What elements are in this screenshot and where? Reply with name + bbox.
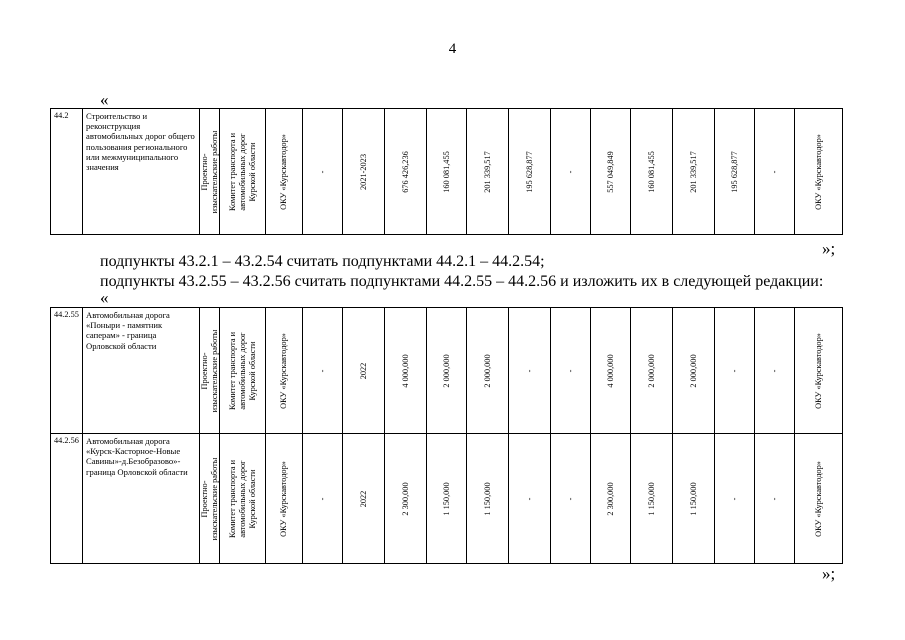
executor-2: ОКУ «Курскавтодор» bbox=[813, 332, 823, 409]
cell-c2: - bbox=[565, 170, 575, 173]
value-total-2: 2 300,000 bbox=[605, 481, 615, 516]
row-number: 44.2.56 bbox=[51, 434, 83, 564]
open-quote-2: « bbox=[100, 288, 109, 307]
cell-c3: - bbox=[769, 369, 779, 372]
close-quote-2: »; bbox=[822, 564, 836, 583]
value-year-3-2: 195 628,877 bbox=[729, 150, 739, 193]
table-row bbox=[51, 434, 843, 564]
executor: ОКУ «Курскавтодор» bbox=[279, 460, 288, 537]
customer: Комитет транспорта и автомобильных дорог Курской области bbox=[227, 132, 257, 211]
value-year-1-2: 160 081,455 bbox=[646, 150, 656, 193]
value-year-3: 195 628,877 bbox=[524, 150, 534, 193]
work-type: Проектно-изыскательские работы bbox=[199, 130, 219, 213]
value-year-1: 2 000,000 bbox=[441, 353, 451, 388]
paragraph-1: подпункты 43.2.1 – 43.2.54 считать подпунктами 44.2.1 – 44.2.54; bbox=[100, 253, 545, 270]
customer: Комитет транспорта и автомобильных дорог Курской области bbox=[227, 459, 257, 538]
row-number: 44.2 bbox=[51, 109, 83, 235]
value-year-2: 1 150,000 bbox=[482, 481, 492, 516]
value-year-3-2: - bbox=[729, 369, 739, 372]
row-number: 44.2.55 bbox=[51, 308, 83, 434]
period: 2022 bbox=[358, 490, 368, 507]
paragraph-2: подпункты 43.2.55 – 43.2.56 считать подпунктами 44.2.55 – 44.2.56 и изложить их в следующей редакции: bbox=[100, 273, 824, 290]
value-year-2-2: 1 150,000 bbox=[688, 481, 698, 516]
cell-c1: - bbox=[317, 170, 327, 173]
executor-2: ОКУ «Курскавтодор» bbox=[813, 133, 823, 210]
value-year-1-2: 1 150,000 bbox=[646, 481, 656, 516]
cell-c3: - bbox=[769, 170, 779, 173]
row-name: Автомобильная дорога «Курск-Касторное-Новые Савины»-д.Безобразово»-граница Орловской области bbox=[83, 434, 200, 564]
value-total-2: 557 049,849 bbox=[605, 150, 615, 193]
value-total-2: 4 000,000 bbox=[605, 353, 615, 388]
value-year-3: - bbox=[524, 497, 534, 500]
open-quote-1: « bbox=[100, 90, 109, 109]
table-row bbox=[51, 308, 843, 434]
value-total: 2 300,000 bbox=[400, 481, 410, 516]
value-year-3: - bbox=[524, 369, 534, 372]
close-quote-1: »; bbox=[822, 239, 836, 258]
value-year-1: 160 081,455 bbox=[441, 150, 451, 193]
executor-2: ОКУ «Курскавтодор» bbox=[813, 460, 823, 537]
cell-c2: - bbox=[565, 369, 575, 372]
table-amendment-2 bbox=[50, 307, 843, 564]
cell-c2: - bbox=[565, 497, 575, 500]
cell-c3: - bbox=[769, 497, 779, 500]
cell-c1: - bbox=[317, 497, 327, 500]
row-name: Автомобильная дорога «Поныри - памятник саперам» - граница Орловской области bbox=[83, 308, 200, 434]
period: 2022 bbox=[358, 362, 368, 379]
value-year-2: 2 000,000 bbox=[482, 353, 492, 388]
table-row bbox=[51, 109, 843, 235]
customer: Комитет транспорта и автомобильных дорог Курской области bbox=[227, 331, 257, 410]
value-year-2-2: 201 339,517 bbox=[688, 150, 698, 193]
value-total: 4 000,000 bbox=[400, 353, 410, 388]
value-total: 676 426,236 bbox=[400, 150, 410, 193]
executor: ОКУ «Курскавтодор» bbox=[279, 133, 288, 210]
table-amendment-1 bbox=[50, 108, 843, 235]
value-year-2: 201 339,517 bbox=[482, 150, 492, 193]
work-type: Проектно-изыскательские работы bbox=[199, 329, 219, 412]
value-year-1-2: 2 000,000 bbox=[646, 353, 656, 388]
row-name: Строительство и реконструкция автомобильных дорог общего пользования регионального или межмуниципального значения bbox=[83, 109, 200, 235]
value-year-3-2: - bbox=[729, 497, 739, 500]
value-year-1: 1 150,000 bbox=[441, 481, 451, 516]
cell-c1: - bbox=[317, 369, 327, 372]
period: 2021-2023 bbox=[358, 153, 368, 190]
page-number: 4 bbox=[448, 41, 457, 57]
work-type: Проектно-изыскательские работы bbox=[199, 457, 219, 540]
value-year-2-2: 2 000,000 bbox=[688, 353, 698, 388]
executor: ОКУ «Курскавтодор» bbox=[279, 332, 288, 409]
